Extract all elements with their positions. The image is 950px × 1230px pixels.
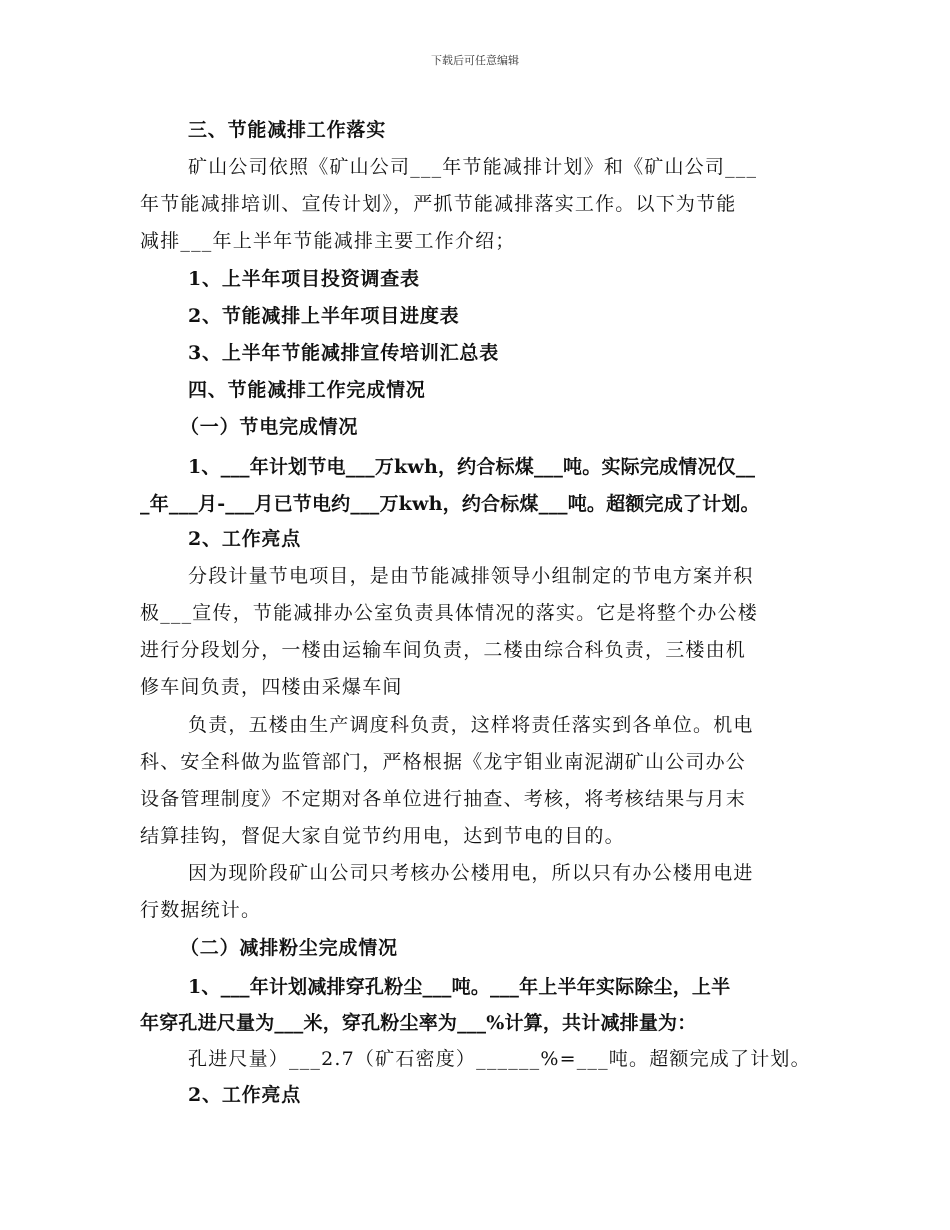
paragraph-line: 年穿孔进尺量为___米，穿孔粉尘率为___%计算，共计减排量为： — [140, 1012, 697, 1034]
subsection-heading: 2、工作亮点 — [188, 528, 302, 550]
paragraph-line: 科、安全科做为监管部门，严格根据《龙宇钼业南泥湖矿山公司办公 — [140, 751, 747, 773]
list-item: 3、上半年节能减排宣传培训汇总表 — [188, 342, 500, 364]
paragraph-line: 行数据统计。 — [140, 899, 262, 921]
section-heading: 三、节能减排工作落实 — [188, 119, 387, 141]
paragraph-line: 极___宣传，节能减排办公室负责具体情况的落实。它是将整个办公楼 — [140, 602, 758, 624]
subsection-heading: （一）节电完成情况 — [180, 416, 359, 438]
page-header: 下载后可任意编辑 — [431, 54, 519, 67]
paragraph-line: 负责，五楼由生产调度科负责，这样将责任落实到各单位。机电 — [188, 714, 754, 736]
subsection-heading: （二）减排粉尘完成情况 — [180, 937, 398, 959]
paragraph-line: 减排___年上半年节能减排主要工作介绍； — [140, 230, 516, 252]
paragraph-line: 年节能减排培训、宣传计划》，严抓节能减排落实工作。以下为节能 — [140, 193, 737, 215]
subsection-heading: 2、工作亮点 — [188, 1084, 302, 1106]
list-item: 1、上半年项目投资调查表 — [188, 268, 420, 290]
paragraph-line: _年___月-___月已节电约___万kwh，约合标煤___吨。超额完成了计划。 — [140, 493, 760, 515]
list-item: 2、节能减排上半年项目进度表 — [188, 305, 460, 327]
paragraph-line: 结算挂钩，督促大家自觉节约用电，达到节电的目的。 — [140, 825, 625, 847]
paragraph-line: 分段计量节电项目，是由节能减排领导小组制定的节电方案并积 — [188, 565, 754, 587]
paragraph-line: 因为现阶段矿山公司只考核办公楼用电，所以只有办公楼用电进 — [188, 862, 754, 884]
paragraph-line: 进行分段划分，一楼由运输车间负责，二楼由综合科负责，三楼由机 — [140, 639, 747, 661]
paragraph-line: 矿山公司依照《矿山公司___年节能减排计划》和《矿山公司___ — [188, 156, 758, 178]
paragraph-line: 1、___年计划减排穿孔粉尘___吨。___年上半年实际除尘，上半 — [188, 976, 731, 998]
paragraph-line: 设备管理制度》不定期对各单位进行抽查、考核，将考核结果与月末 — [140, 788, 747, 810]
paragraph-line: 孔进尺量）___2.7（矿石密度）______%=___吨。超额完成了计划。 — [188, 1048, 811, 1070]
paragraph-line: 修车间负责，四楼由采爆车间 — [140, 676, 403, 698]
paragraph-line: 1、___年计划节电___万kwh，约合标煤___吨。实际完成情况仅__ — [188, 456, 756, 478]
section-heading: 四、节能减排工作完成情况 — [188, 379, 426, 401]
